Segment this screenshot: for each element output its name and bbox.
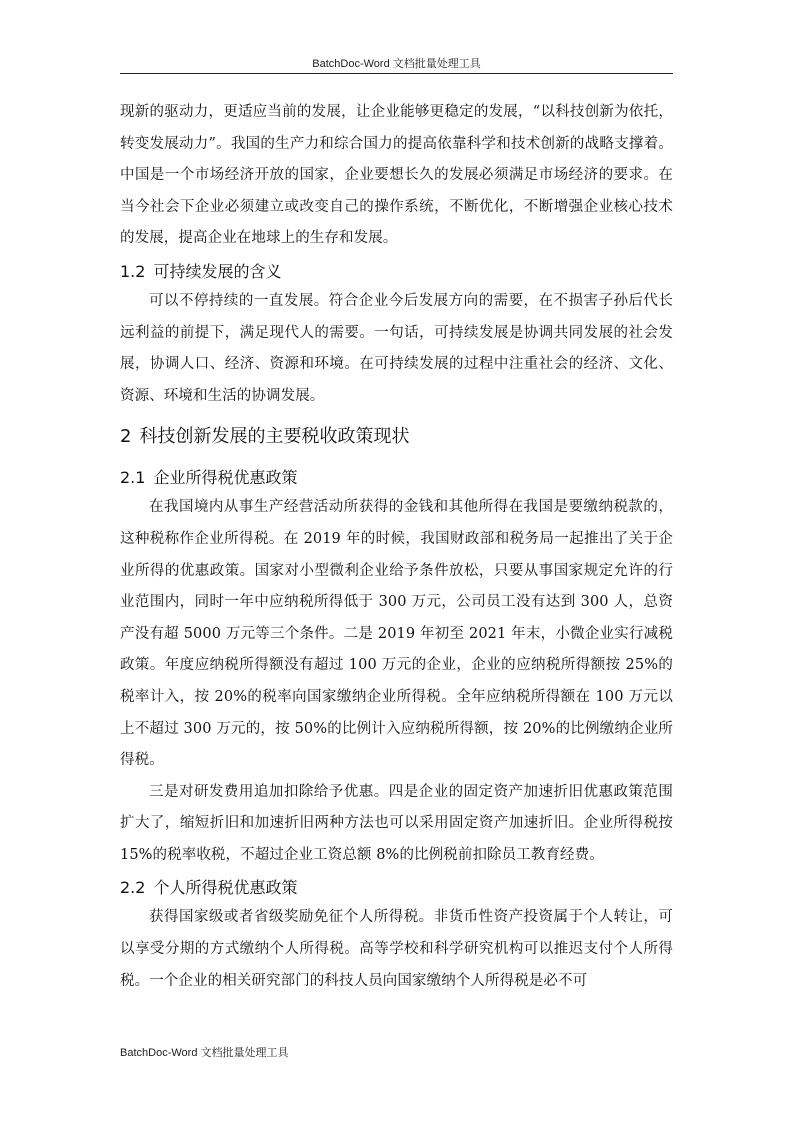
section-title: 可持续发展的含义 — [153, 261, 282, 281]
paragraph-2-2: 获得国家级或者省级奖励免征个人所得税。非货币性资产投资属于个人转让，可以享受分期的方式缴纳个人所得税。高等学校和科学研究机构可以推迟支付个人所得税。一个企业的相关研究部门的科技人员向国家缴纳个人所得税是必不可 — [120, 909, 673, 989]
section-heading-2-1 — [120, 461, 673, 492]
section-number: 2.2 — [120, 878, 146, 898]
header-divider — [120, 73, 673, 74]
chapter-number: 2 — [120, 426, 132, 448]
section-number: 1.2 — [120, 261, 146, 281]
section-heading-2-2 — [120, 871, 673, 902]
section-number: 2.1 — [120, 468, 146, 488]
chapter-heading-2 — [120, 412, 673, 461]
section-heading-1-2 — [120, 255, 673, 286]
section-title: 个人所得税优惠政策 — [153, 878, 298, 898]
paragraph-1-2: 可以不停持续的一直发展。符合企业今后发展方向的需要，在不损害子孙后代长远利益的前提下，满足现代人的需要。一句话，可持续发展是协调共同发展的社会发展，协调人口、经济、资源和环境。在可持续发展的过程中注重社会的经济、文化、资源、环境和生活的协调发展。 — [120, 292, 673, 404]
page-header: BatchDoc-Word 文档批量处理工具 — [312, 58, 481, 70]
intro-paragraph: 现新的驱动力，更适应当前的发展，让企业能够更稳定的发展，“以科技创新为依托，转变发展动力”。我国的生产力和综合国力的提高依靠科学和技术创新的战略支撑着。中国是一个市场经济开放的国家，企业要想长久的发展必须满足市场经济的要求。在当今社会下企业必须建立或改变自己的操作系统，不断优化，不断增强企业核心技术的发展，提高企业在地球上的生存和发展。 — [120, 104, 673, 247]
document-body — [120, 97, 673, 997]
chapter-title: 科技创新发展的主要税收政策现状 — [139, 426, 410, 448]
paragraph-2-1-b: 三是对研发费用追加扣除给予优惠。四是企业的固定资产加速折旧优惠政策范围扩大了，缩短折旧和加速折旧两种方法也可以采用固定资产加速折旧。企业所得税按 15%的税率收税，不超过企业工资总额 8%的比例税前扣除员工教育经费。 — [120, 783, 673, 863]
page-footer: BatchDoc-Word 文档批量处理工具 — [120, 1047, 289, 1059]
section-title: 企业所得税优惠政策 — [153, 468, 298, 488]
paragraph-2-1-a: 在我国境内从事生产经营活动所获得的金钱和其他所得在我国是要缴纳税款的，这种税称作企业所得税。在 2019 年的时候，我国财政部和税务局一起推出了关于企业所得的优惠政策。国家对小型微利企业给予条件放松，只要从事国家规定允许的行业范围内，同时一年中应纳税所得低于 300 万元，公司员工没有达到 300 人，总资产没有超 5000 万元等三个条件。二是 2019 年初至 2021 年末，小微企业实行减税政策。年度应纳税所得额没有超过 100 万元的企业，企业的应纳税所得额按 25%的税率计入，按 20%的税率向国家缴纳企业所得税。全年应纳税所得额在 100 万元以上不超过 300 万元的，按 50%的比例计入应纳税所得额，按 20%的比例缴纳企业所得税。 — [120, 499, 673, 769]
